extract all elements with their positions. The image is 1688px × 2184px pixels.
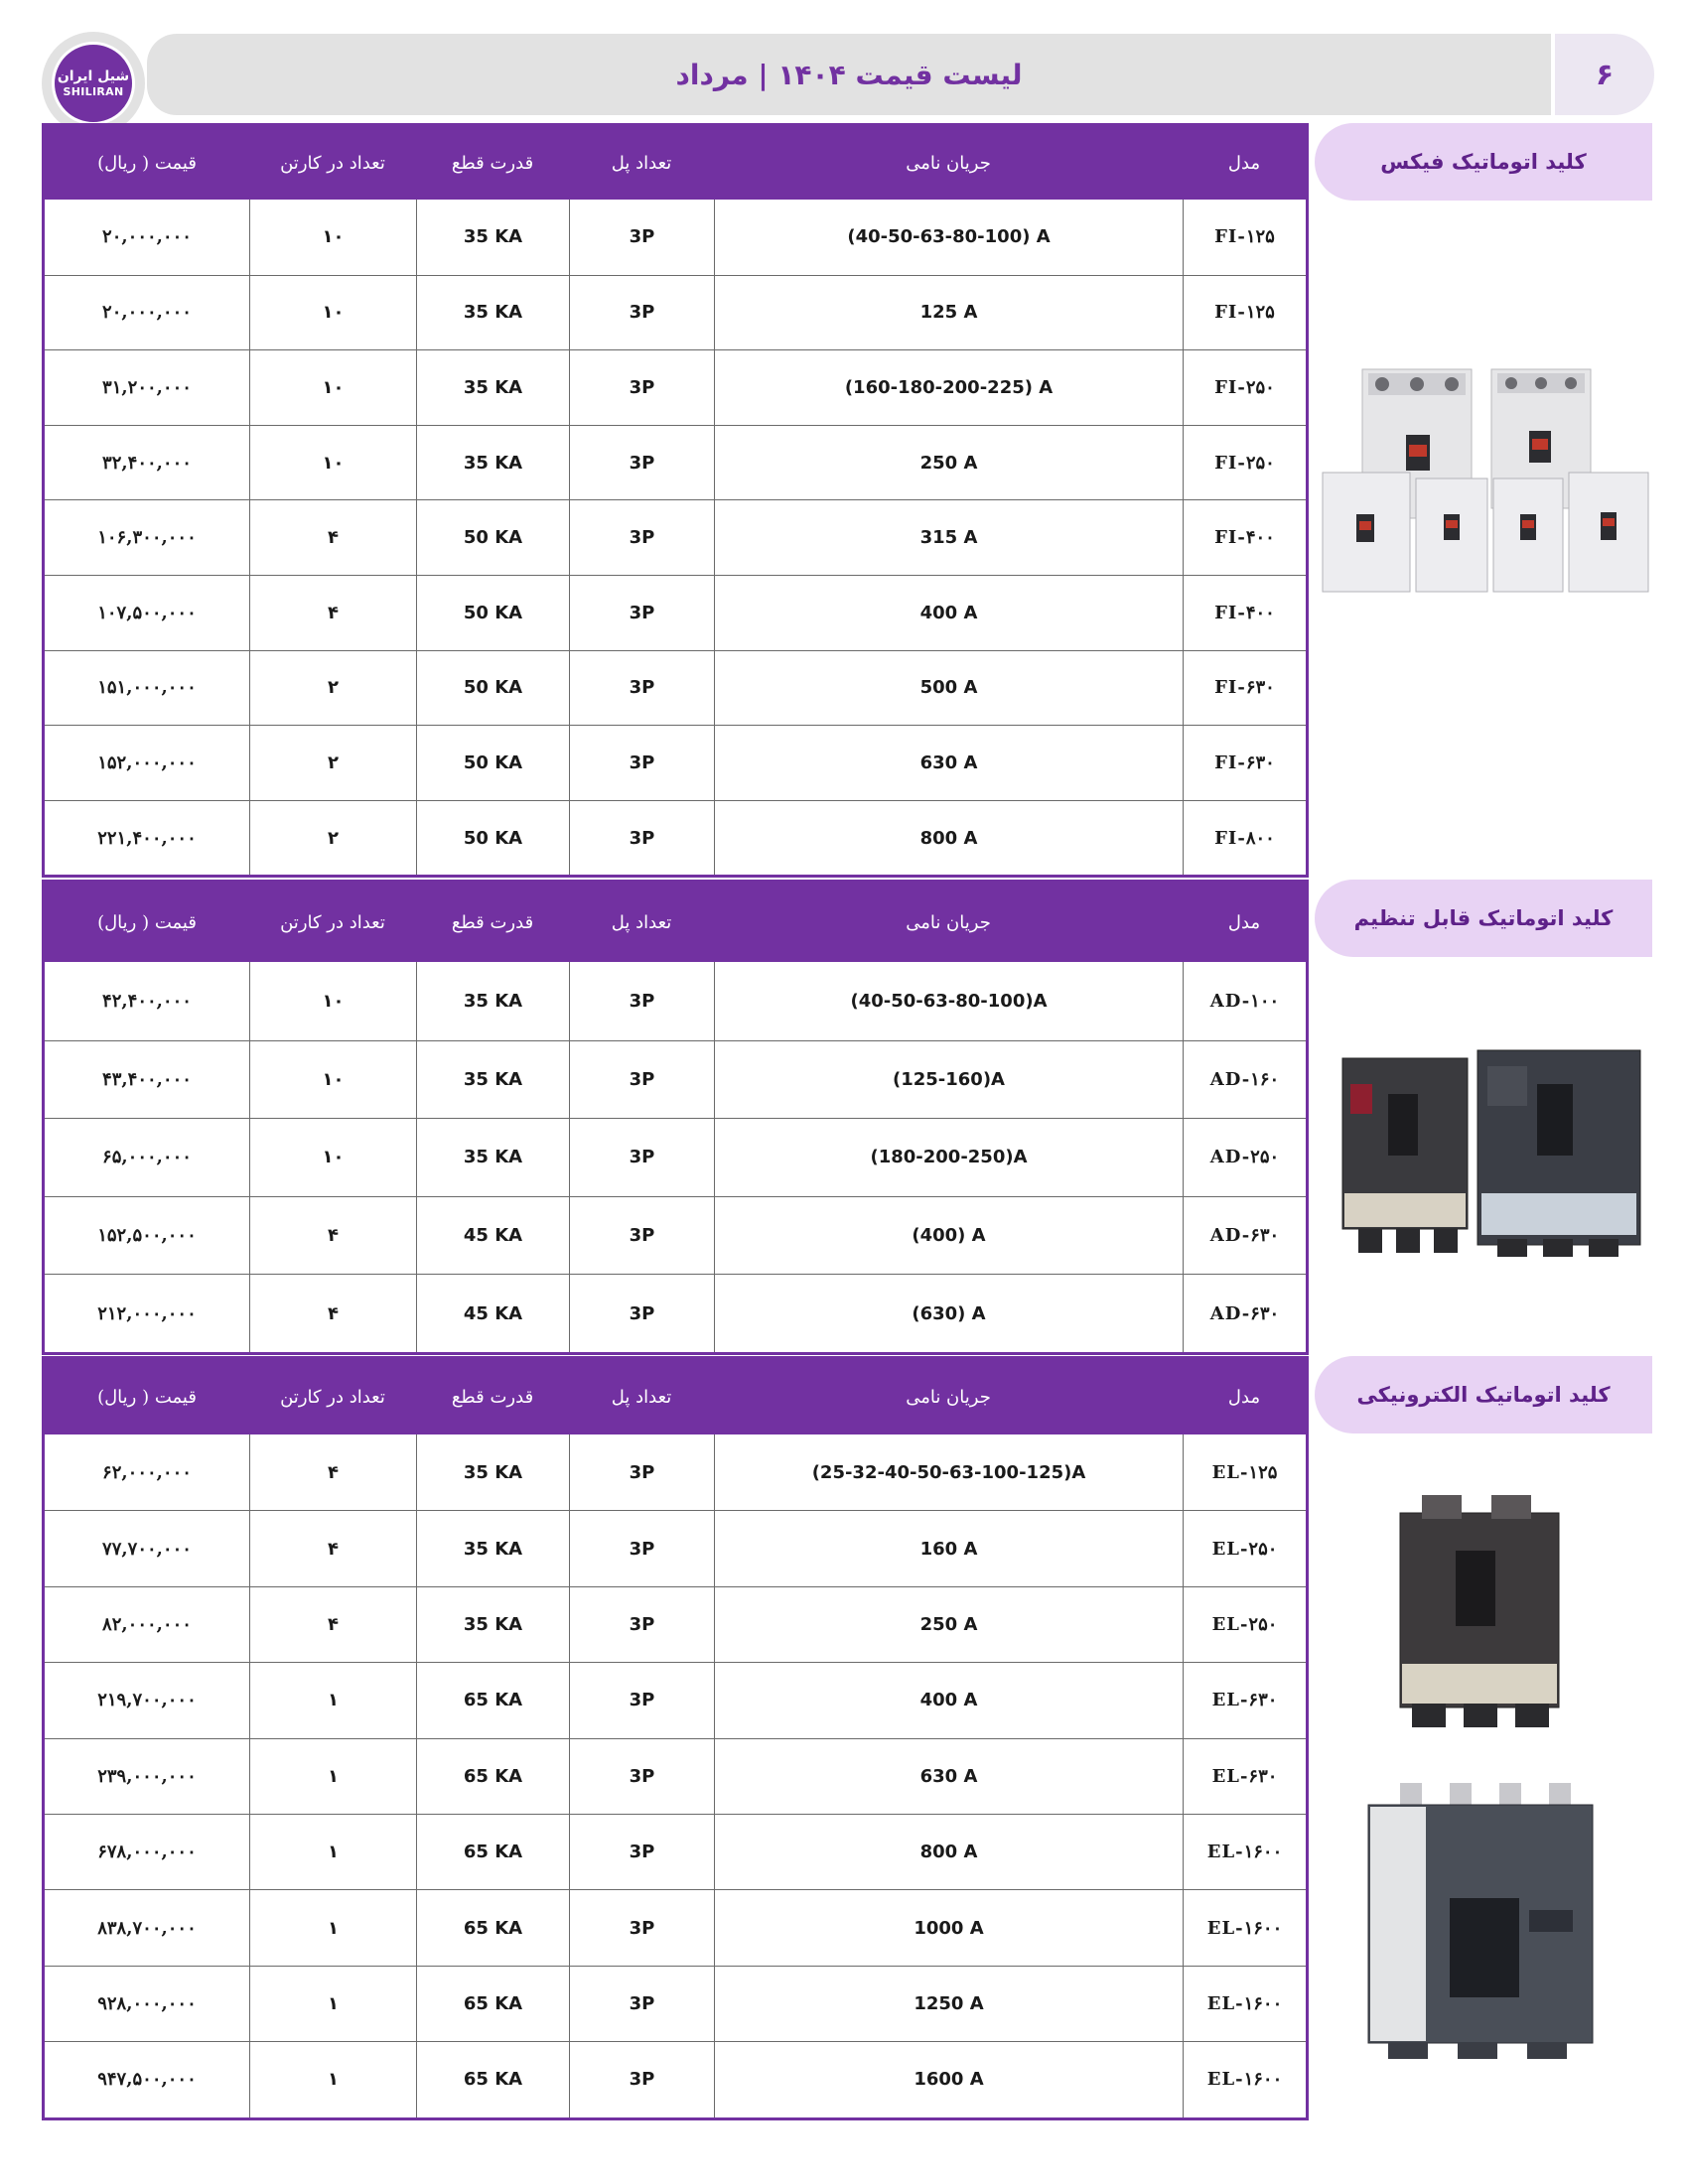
cell-current: (160-180-200-225) A (714, 350, 1183, 425)
cell-breaking: 50 KA (416, 500, 569, 575)
cell-poles: 3P (569, 1041, 714, 1119)
cell-poles: 3P (569, 500, 714, 575)
cell-breaking: 65 KA (416, 2042, 569, 2116)
cell-breaking: 35 KA (416, 426, 569, 500)
column-header-current: جریان نامی (906, 1386, 991, 1408)
cell-price: ۴۳,۴۰۰,۰۰۰ (102, 1068, 192, 1090)
column-header-carton: تعداد در کارتن (280, 911, 385, 933)
cell-model: FI-۱۲۵ (1183, 276, 1306, 350)
cell-price: ۳۲,۴۰۰,۰۰۰ (102, 452, 192, 474)
cell-model: EL-۲۵۰ (1183, 1511, 1306, 1585)
cell-carton: ۲ (249, 651, 416, 726)
section-label-fixed (1315, 123, 1652, 201)
cell-model: AD-۱۰۰ (1183, 962, 1306, 1040)
cell-carton: ۴ (249, 576, 416, 650)
cell-poles: 3P (569, 426, 714, 500)
cell-model: AD-۶۳۰ (1183, 1275, 1306, 1352)
cell-current: 1000 A (714, 1890, 1183, 1965)
logo-text-fa: شیل ایران (57, 68, 130, 84)
cell-carton: ۴ (249, 1275, 416, 1352)
cell-model: EL-۱۶۰۰ (1183, 1967, 1306, 2041)
cell-carton: ۱۰ (249, 1041, 416, 1119)
cell-carton: ۱ (249, 1739, 416, 1814)
cell-breaking: 50 KA (416, 651, 569, 726)
table-row (45, 425, 1306, 500)
cell-current: (40-50-63-80-100) A (714, 200, 1183, 275)
breaker-right (1477, 1050, 1640, 1257)
table-row (45, 1274, 1306, 1352)
cell-model: FI-۶۳۰ (1183, 726, 1306, 800)
cell-current: 125 A (714, 276, 1183, 350)
table-row (45, 962, 1306, 1040)
table-row (45, 1966, 1306, 2041)
page-number-badge (1555, 34, 1654, 115)
cell-price: ۲۰,۰۰۰,۰۰۰ (102, 302, 192, 324)
cell-model: EL-۱۶۰۰ (1183, 1890, 1306, 1965)
cell-carton: ۲ (249, 801, 416, 876)
cell-model: EL-۶۳۰ (1183, 1739, 1306, 1814)
cell-current: 250 A (714, 426, 1183, 500)
table-header (45, 883, 1306, 962)
header-bar (147, 34, 1557, 115)
cell-price: ۸۲,۰۰۰,۰۰۰ (102, 1613, 192, 1635)
cell-poles: 3P (569, 1197, 714, 1275)
cell-model: FI-۲۵۰ (1183, 426, 1306, 500)
column-header-poles: تعداد پل (611, 1386, 672, 1408)
logo (42, 32, 145, 135)
cell-carton: ۱ (249, 1967, 416, 2041)
breaker-front-row (1323, 473, 1648, 592)
cell-carton: ۴ (249, 1511, 416, 1585)
cell-model: EL-۶۳۰ (1183, 1663, 1306, 1737)
cell-price: ۱۰۶,۳۰۰,۰۰۰ (97, 527, 197, 549)
table-header (45, 1359, 1306, 1434)
cell-breaking: 35 KA (416, 1434, 569, 1510)
cell-poles: 3P (569, 726, 714, 800)
cell-poles: 3P (569, 1815, 714, 1889)
cell-poles: 3P (569, 1587, 714, 1662)
cell-model: FI-۴۰۰ (1183, 576, 1306, 650)
section-label-electronic (1315, 1356, 1652, 1433)
cell-current: 1600 A (714, 2042, 1183, 2116)
cell-breaking: 50 KA (416, 801, 569, 876)
logo-text-en: SHILIRAN (63, 85, 124, 98)
cell-breaking: 50 KA (416, 576, 569, 650)
cell-price: ۱۵۱,۰۰۰,۰۰۰ (97, 677, 197, 699)
cell-model: AD-۶۳۰ (1183, 1197, 1306, 1275)
table-header (45, 126, 1306, 200)
cell-carton: ۴ (249, 1197, 416, 1275)
column-header-current: جریان نامی (906, 152, 991, 174)
cell-carton: ۱ (249, 1663, 416, 1737)
cell-poles: 3P (569, 276, 714, 350)
cell-poles: 3P (569, 1663, 714, 1737)
electronic-breaker-image (1392, 1495, 1567, 1729)
table-row (45, 499, 1306, 575)
fixed-breaker-image (1321, 365, 1652, 594)
table-row (45, 575, 1306, 650)
cell-price: ۶۷۸,۰۰۰,۰۰۰ (97, 1842, 197, 1863)
table-row (45, 1586, 1306, 1662)
cell-poles: 3P (569, 1739, 714, 1814)
price-table-fixed (42, 123, 1309, 878)
table-row (45, 1814, 1306, 1889)
section-label-adjustable (1315, 880, 1652, 957)
cell-breaking: 65 KA (416, 1890, 569, 1965)
cell-carton: ۲ (249, 726, 416, 800)
cell-carton: ۱۰ (249, 350, 416, 425)
cell-breaking: 45 KA (416, 1275, 569, 1352)
cell-carton: ۴ (249, 1587, 416, 1662)
column-header-carton: تعداد در کارتن (280, 1386, 385, 1408)
page-title: لیست قیمت ۱۴۰۴ | مرداد (675, 58, 1023, 91)
cell-current: 315 A (714, 500, 1183, 575)
cell-current: (180-200-250)A (714, 1119, 1183, 1196)
cell-price: ۴۲,۴۰۰,۰۰۰ (102, 990, 192, 1012)
column-header-current: جریان نامی (906, 911, 991, 933)
cell-price: ۲۳۹,۰۰۰,۰۰۰ (97, 1765, 197, 1787)
cell-model: FI-۶۳۰ (1183, 651, 1306, 726)
cell-current: 800 A (714, 801, 1183, 876)
cell-price: ۶۵,۰۰۰,۰۰۰ (102, 1147, 192, 1168)
cell-model: AD-۲۵۰ (1183, 1119, 1306, 1196)
cell-price: ۶۲,۰۰۰,۰۰۰ (102, 1461, 192, 1483)
cell-price: ۱۵۲,۵۰۰,۰۰۰ (97, 1225, 197, 1247)
cell-breaking: 50 KA (416, 726, 569, 800)
cell-poles: 3P (569, 1119, 714, 1196)
table-row (45, 725, 1306, 800)
column-header-breaking: قدرت قطع (451, 911, 534, 933)
cell-breaking: 45 KA (416, 1197, 569, 1275)
breaker-left (1342, 1058, 1468, 1253)
cell-model: EL-۱۶۰۰ (1183, 1815, 1306, 1889)
cell-current: (40-50-63-80-100)A (714, 962, 1183, 1040)
cell-price: ۸۳۸,۷۰۰,۰۰۰ (97, 1917, 197, 1939)
page-number: ۶ (1595, 57, 1615, 92)
cell-poles: 3P (569, 350, 714, 425)
cell-carton: ۱۰ (249, 962, 416, 1040)
cell-model: AD-۱۶۰ (1183, 1041, 1306, 1119)
cell-price: ۲۱۲,۰۰۰,۰۰۰ (97, 1302, 197, 1324)
cell-current: 500 A (714, 651, 1183, 726)
cell-model: EL-۲۵۰ (1183, 1587, 1306, 1662)
cell-model: EL-۱۶۰۰ (1183, 2042, 1306, 2116)
cell-carton: ۱۰ (249, 426, 416, 500)
cell-breaking: 35 KA (416, 1119, 569, 1196)
cell-current: (630) A (714, 1275, 1183, 1352)
cell-breaking: 65 KA (416, 1739, 569, 1814)
price-table-electronic (42, 1356, 1309, 2120)
cell-carton: ۴ (249, 500, 416, 575)
table-row (45, 1889, 1306, 1965)
cell-carton: ۴ (249, 1434, 416, 1510)
column-header-model: مدل (1227, 911, 1261, 933)
adjustable-breaker-image (1338, 1044, 1646, 1261)
cell-poles: 3P (569, 1890, 714, 1965)
table-row (45, 1040, 1306, 1119)
cell-model: FI-۸۰۰ (1183, 801, 1306, 876)
electronic-1600-breaker-image (1364, 1783, 1597, 2061)
cell-price: ۳۱,۲۰۰,۰۰۰ (102, 376, 192, 398)
cell-current: 1250 A (714, 1967, 1183, 2041)
table-row (45, 1434, 1306, 1510)
column-header-price: قیمت ( ریال) (97, 152, 197, 174)
cell-poles: 3P (569, 1434, 714, 1510)
cell-breaking: 35 KA (416, 1587, 569, 1662)
column-header-breaking: قدرت قطع (451, 1386, 534, 1408)
table-row (45, 200, 1306, 275)
cell-carton: ۱۰ (249, 276, 416, 350)
cell-breaking: 35 KA (416, 962, 569, 1040)
table-row (45, 1196, 1306, 1275)
cell-poles: 3P (569, 962, 714, 1040)
table-row (45, 1662, 1306, 1737)
column-header-poles: تعداد پل (611, 911, 672, 933)
cell-model: FI-۱۲۵ (1183, 200, 1306, 275)
cell-carton: ۱ (249, 1890, 416, 1965)
cell-breaking: 35 KA (416, 1511, 569, 1585)
cell-breaking: 65 KA (416, 1967, 569, 2041)
cell-current: (25-32-40-50-63-100-125)A (714, 1434, 1183, 1510)
table-row (45, 650, 1306, 726)
cell-price: ۲۰,۰۰۰,۰۰۰ (102, 226, 192, 248)
table-row (45, 275, 1306, 350)
cell-price: ۱۰۷,۵۰۰,۰۰۰ (97, 602, 197, 623)
table-row (45, 800, 1306, 876)
table-row (45, 2041, 1306, 2116)
table-row (45, 1118, 1306, 1196)
cell-current: 630 A (714, 1739, 1183, 1814)
cell-poles: 3P (569, 200, 714, 275)
cell-poles: 3P (569, 2042, 714, 2116)
cell-price: ۹۲۸,۰۰۰,۰۰۰ (97, 1992, 197, 2014)
cell-current: 400 A (714, 576, 1183, 650)
cell-current: (125-160)A (714, 1041, 1183, 1119)
cell-price: ۷۷,۷۰۰,۰۰۰ (102, 1538, 192, 1560)
column-header-price: قیمت ( ریال) (97, 1386, 197, 1408)
logo-badge (52, 42, 135, 125)
section-label-text: کلید اتوماتیک الکترونیکی (1356, 1383, 1611, 1407)
section-label-text: کلید اتوماتیک فیکس (1380, 150, 1587, 174)
cell-carton: ۱۰ (249, 1119, 416, 1196)
column-header-model: مدل (1227, 1386, 1261, 1408)
cell-model: FI-۴۰۰ (1183, 500, 1306, 575)
table-row (45, 1738, 1306, 1814)
cell-model: EL-۱۲۵ (1183, 1434, 1306, 1510)
cell-poles: 3P (569, 801, 714, 876)
cell-breaking: 65 KA (416, 1663, 569, 1737)
cell-carton: ۱۰ (249, 200, 416, 275)
cell-current: 250 A (714, 1587, 1183, 1662)
price-table-adjustable (42, 880, 1309, 1355)
cell-model: FI-۲۵۰ (1183, 350, 1306, 425)
table-row (45, 1510, 1306, 1585)
cell-breaking: 35 KA (416, 1041, 569, 1119)
table-row (45, 349, 1306, 425)
cell-price: ۱۵۲,۰۰۰,۰۰۰ (97, 751, 197, 773)
cell-carton: ۱ (249, 1815, 416, 1889)
cell-poles: 3P (569, 651, 714, 726)
cell-breaking: 35 KA (416, 276, 569, 350)
cell-poles: 3P (569, 576, 714, 650)
column-header-poles: تعداد پل (611, 152, 672, 174)
cell-current: 630 A (714, 726, 1183, 800)
cell-current: 800 A (714, 1815, 1183, 1889)
column-header-price: قیمت ( ریال) (97, 911, 197, 933)
cell-carton: ۱ (249, 2042, 416, 2116)
cell-poles: 3P (569, 1967, 714, 2041)
cell-breaking: 65 KA (416, 1815, 569, 1889)
cell-current: 160 A (714, 1511, 1183, 1585)
column-header-carton: تعداد در کارتن (280, 152, 385, 174)
section-label-text: کلید اتوماتیک قابل تنظیم (1353, 906, 1614, 930)
cell-price: ۲۱۹,۷۰۰,۰۰۰ (97, 1690, 197, 1711)
column-header-model: مدل (1227, 152, 1261, 174)
cell-poles: 3P (569, 1511, 714, 1585)
cell-breaking: 35 KA (416, 350, 569, 425)
cell-poles: 3P (569, 1275, 714, 1352)
cell-breaking: 35 KA (416, 200, 569, 275)
cell-price: ۲۲۱,۴۰۰,۰۰۰ (97, 827, 197, 849)
cell-current: (400) A (714, 1197, 1183, 1275)
cell-price: ۹۴۷,۵۰۰,۰۰۰ (97, 2069, 197, 2091)
column-header-breaking: قدرت قطع (451, 152, 534, 174)
cell-current: 400 A (714, 1663, 1183, 1737)
